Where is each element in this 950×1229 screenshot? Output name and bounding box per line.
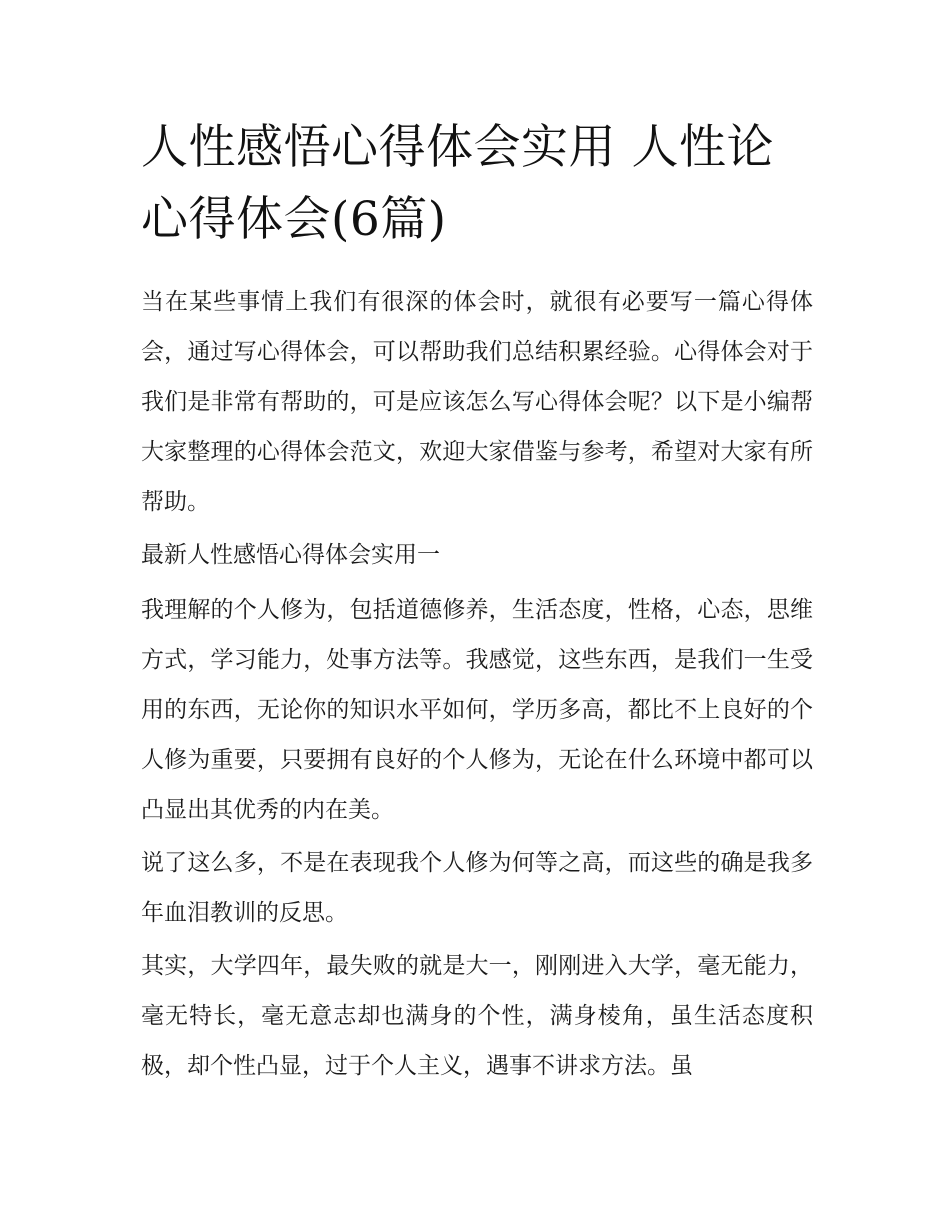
intro-paragraph: 当在某些事情上我们有很深的体会时，就很有必要写一篇心得体会，通过写心得体会，可以帮助我们总结积累经验。心得体会对于我们是非常有帮助的，可是应该怎么写心得体会呢？以下是小编帮大家整理的心得体会范文，欢迎大家借鉴与参考，希望对大家有所帮助。 [141, 289, 813, 515]
document-title: 人性感悟心得体会实用 人性论心得体会(6篇) [141, 120, 774, 247]
document-body [141, 277, 813, 1091]
body-paragraph: 其实，大学四年，最失败的就是大一，刚刚进入大学，毫无能力，毫无特长，毫无意志却也满身的个性，满身棱角，虽生活态度积极，却个性凸显，过于个人主义，遇事不讲求方法。虽 [141, 953, 813, 1079]
body-paragraph: 我理解的个人修为，包括道德修养，生活态度，性格，心态，思维方式，学习能力，处事方法等。我感觉，这些东西，是我们一生受用的东西，无论你的知识水平如何，学历多高，都比不上良好的个人修为重要，只要拥有良好的个人修为，无论在什么环境中都可以凸显出其优秀的内在美。 [141, 597, 813, 823]
document-content [141, 112, 813, 1094]
body-paragraph: 说了这么多，不是在表现我个人修为何等之高，而这些的确是我多年血泪教训的反思。 [141, 850, 813, 926]
section-heading: 最新人性感悟心得体会实用一 [141, 542, 440, 568]
